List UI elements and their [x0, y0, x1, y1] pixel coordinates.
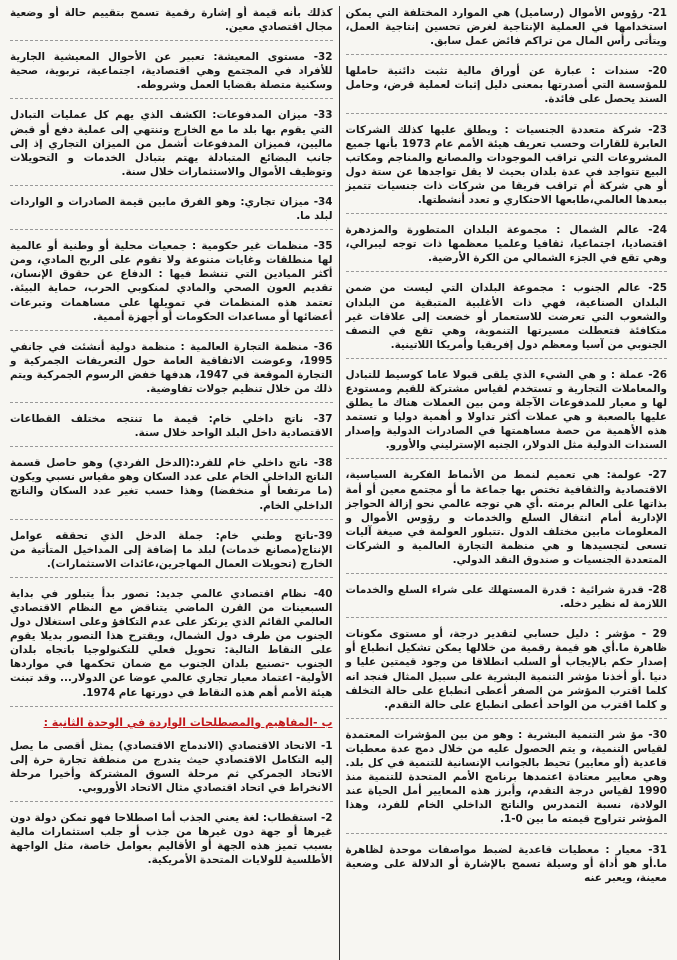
- right-column: [339, 6, 674, 960]
- entry-20: 20- سندات : عبارة عن أوراق مالية تثبت دائنية حاملها للمؤسسة التي أصدرتها بمعنى دليل إثبات لعملية قرض، وحامل السند يحصل على فائدة.: [346, 64, 668, 113]
- entry-b2: 2- استقطاب: لغة يعني الجذب أما اصطلاحا فهو تمكن دولة دون غيرها أو جهة دون غيرها من جذب أو جلب استثمارات مالية بسبب تميز هذه الجهة أو الأقاليم بعوامل خاصة، مثل الواجهة الأطلسية للولايات المتحدة الأمريكية.: [10, 812, 333, 867]
- entry-38: 38- ناتج داخلي خام للفرد:(الدخل الفردي) وهو حاصل قسمة الناتج الداخلي الخام على عدد السكان وهو مقياس نسبي ويكون (ما مرتفعا أو منخفضا) وهذا حسب تغير عدد السكان والناتج الداخلي الخام.: [10, 456, 333, 519]
- entry-29: 29 - مؤشر : دليل حسابي لتقدير درجة، أو مستوى مكونات ظاهرة ما.أي هو قيمة رقمية من خلالها يمكن تشكيل انطباع أو إصدار حكم بالإيجاب أو السلب انطلاقا من وجود قيمتين عليا و دنيا .أو أخذنا مؤشر التنمية البشرية على سبيل المثال فنجد انه كلما اقترب المؤشر من الصفر أعطى انطباع على حالة التخلف و كلما اقترب من الواحد أعطى انطباع على حالة التقدم.: [346, 627, 668, 719]
- entry-40: 40- نظام اقتصادي عالمي جديد: تصور بدأ يتبلور في بداية السبعينات من القرن الماضي يتناقض مع النظام الاقتصادي العالمي القائم الذي يرتكز على عدم التكافؤ وعلى استغلال دول الجنوب من طرف دول الشمال، ويقترح هذا التصور بديلا يقوم على النقاط التالية: تحويل فعلي للتكنولوجيا باتجاه بلدان الجنوب -تصنيع بلدان الجنوب مع ضمان تحكمها في مواردها الأولية- اعتماد معيار تجاري عالمي عوضا عن الدولار... وقد تبنت هيئة الأمم أهم هذه النقاط في دورتها عام 1974.: [10, 587, 333, 707]
- entry-31-continued: كذلك بأنه قيمة أو إشارة رقمية تسمح بتقييم حالة أو وضعية مجال اقتصادي معين.: [10, 6, 333, 41]
- entry-39: 39-ناتج وطني خام: جملة الدخل الذي تحققه عوامل الإنتاج(مصانع خدمات) لبلد ما إضافة إلى المداخيل المتأتية من الخارج (تحويلات العمال المهاجرين،عائدات الاستثمارات).: [10, 529, 333, 578]
- entry-35: 35- منظمات غير حكومية : جمعيات محلية أو وطنية أو عالمية لها منطلقات وغايات متنوعة ولا تقوم على الربح المادي، ومن أكثر الميادين التي تنشط فيها : الدفاع عن حقوق الإنسان، تقديم العون الصحي والمادي لمنكوبي الحرب، حماية البيئة. تعتمد هذه المنظمات في تمويلها على مساهمات وتبرعات أعضائها أو مساعدات الحكومات أو أجهزة أممية.: [10, 239, 333, 331]
- entry-36: 36- منظمة التجارة العالمية : منظمة دولية أنشئت في جانفي 1995، وعوضت الاتفاقية العامة حول التعريفات الجمركية و التجارة الموقعة في 1947، هدفها خفض الرسوم الجمركية ويتم ذلك من خلال تنظيم جولات تفاوضية.: [10, 340, 333, 403]
- entry-24: 24- عالم الشمال : مجموعة البلدان المتطورة والمزدهرة اقتصاديا، اجتماعيا، ثقافيا وعلميا معظمها ذات توجه ليبرالي، وهي تقع في الجزء الشمالي من الكرة الأرضية.: [346, 223, 668, 272]
- entry-32: 32- مستوى المعيشة: تعبير عن الأحوال المعيشية الجارية للأفراد في المجتمع وهي اقتصادية، اجتماعية، تربوية، صحية وسكنية متصلة بقضايا العمل وشروطه.: [10, 50, 333, 99]
- entry-34: 34- ميزان تجاري: وهو الفرق مابين قيمة الصادرات و الواردات لبلد ما.: [10, 195, 333, 230]
- entry-31: 31- معيار : معطيات قاعدية لضبط مواصفات موحدة لظاهرة ما.أو هو أداة أو وسيلة تسمح بالإشارة أو الدلالة على وضعية معينة، ويعبر عنه: [345, 843, 667, 884]
- entry-28: 28- قدرة شرائية : قدرة المستهلك على شراء السلع والخدمات اللازمة له نظير دخله.: [346, 583, 668, 618]
- entry-21: 21- رؤوس الأموال (رساميل) هي الموارد المختلفة التي يمكن استخدامها في العملية الإنتاجية لغرض تحسين إنتاجية العمل، ويتأتى رأس المال من تراكم فائض عمل سابق.: [346, 6, 668, 55]
- section-heading-unit-two: ب -المفاهيم والمصطلحات الواردة في الوحدة الثانية :: [43, 715, 333, 729]
- entry-27: 27- عولمة: هي تعميم لنمط من الأنماط الفكرية السياسية، الاقتصادية والثقافية تختص بها جماعة ما أو مجتمع معين أو أمة بذاتها على العالم برمته .أي هي توجه عالمي نحو إزالة الحواجز الإدارية أمام انتقال السلع والخدمات و رؤوس الأموال و المعلومات مابين مختلف الدول .تتبلور العولمة في صيغة آليات تسعى لتجسيدها و هي منظمة التجارة العالمية و الشركات المتعددة الجنسيات و صندوق النقد الدولي.: [346, 468, 668, 574]
- entry-33: 33- ميزان المدفوعات: الكشف الذي يهم كل عمليات التبادل التي يقوم بها بلد ما مع الخارج وتنتهي إلى عملية دفع أو قبض ماليين، فميزان المدفوعات أشمل من الميزان التجاري إذ إلى جانب البضائع المتبادلة يهتم بتبادل الخدمات و التحويلات وتوظيف الأموال والاستثمارات خلال سنة.: [10, 108, 333, 185]
- entry-25: 25- عالم الجنوب : مجموعة البلدان التي ليست من ضمن البلدان الصناعية، فهي ذات الأغلبية المتبقية من البلدان والشعوب التي تعرضت للاستعمار أو خضعت إلى علاقات غير متكافئة فتعطلت مسيرتها التنموية، وهي تقع في النصف الجنوبي من آسيا ومعظم دول إفريقيا وأمريكا اللاتينية.: [346, 281, 668, 358]
- entry-23: 23- شركة متعددة الجنسيات : ويطلق عليها كذلك الشركات العابرة للقارات وحسب تعريف هيئة الأمم عام 1973 بأنها جميع المشروعات التي تراقب الموجودات والمصانع والمناجم ومكاتب البيع تتواجد في عدة بلدان بحيث لا يقل تواجدها عن ستة دول أو هي شركة أم تراقب فريقا من شركات ذات جنسيات تتميز ببعدها العالمي،طابعها الاحتكاري و تعدد أنشطتها.: [346, 123, 668, 215]
- entry-26: 26- عملة : و هي الشيء الذي يلقى قبولا عاما كوسيط للتبادل والمعاملات التجارية و تستخدم لقياس مشتركة للقيم ومستودع لها و معيار للمدفوعات الآجلة ومن بين العملات هناك ما يطلق عليها بالصعبة و هي عملات أكثر تداولا و أهمية دوليا و تستمد هذه الأهمية من حصة مساهمتها في الصادرات الدولية وإصدار السندات الدولية مثل الدولار، الجنيه الإسترليني والأورو.: [346, 368, 668, 460]
- left-column: [4, 6, 339, 960]
- entry-b1: 1- الاتحاد الاقتصادي (الاندماج الاقتصادي) يمثل أقصى ما يصل إليه التكامل الاقتصادي حيث يتدرج من منطقة تجارة حرة إلى الاتحاد الجمركي ثم مرحلة السوق المشتركة وأخيرا مرحلة الانخراط في اتحاد اقتصادي مثال الاتحاد الأوروبي.: [10, 739, 333, 802]
- entry-37: 37- ناتج داخلي خام: قيمة ما تنتجه مختلف القطاعات الاقتصادية داخل البلد الواحد خلال سنة.: [10, 412, 333, 447]
- entry-30: 30- مؤ شر التنمية البشرية : وهو من بين المؤشرات المعتمدة لقياس التنمية، و يتم الحصول عليه من خلال دمج عدة معطيات قاعدية (أو معايير) تحيط بالجوانب الإنسانية للتنمية في كل بلد. وهي معايير معتادة اعتمدها برنامج الأمم المتحدة للتنمية منذ 1990 لقياس درجة التقدم، وأبرز هذه المعايير أمل الحياة عند الولادة، نسبة التمدرس والناتج الداخلي الخام للفرد، وهذا المؤشر تتراوح قيمته ما بين 0-1.: [346, 728, 668, 834]
